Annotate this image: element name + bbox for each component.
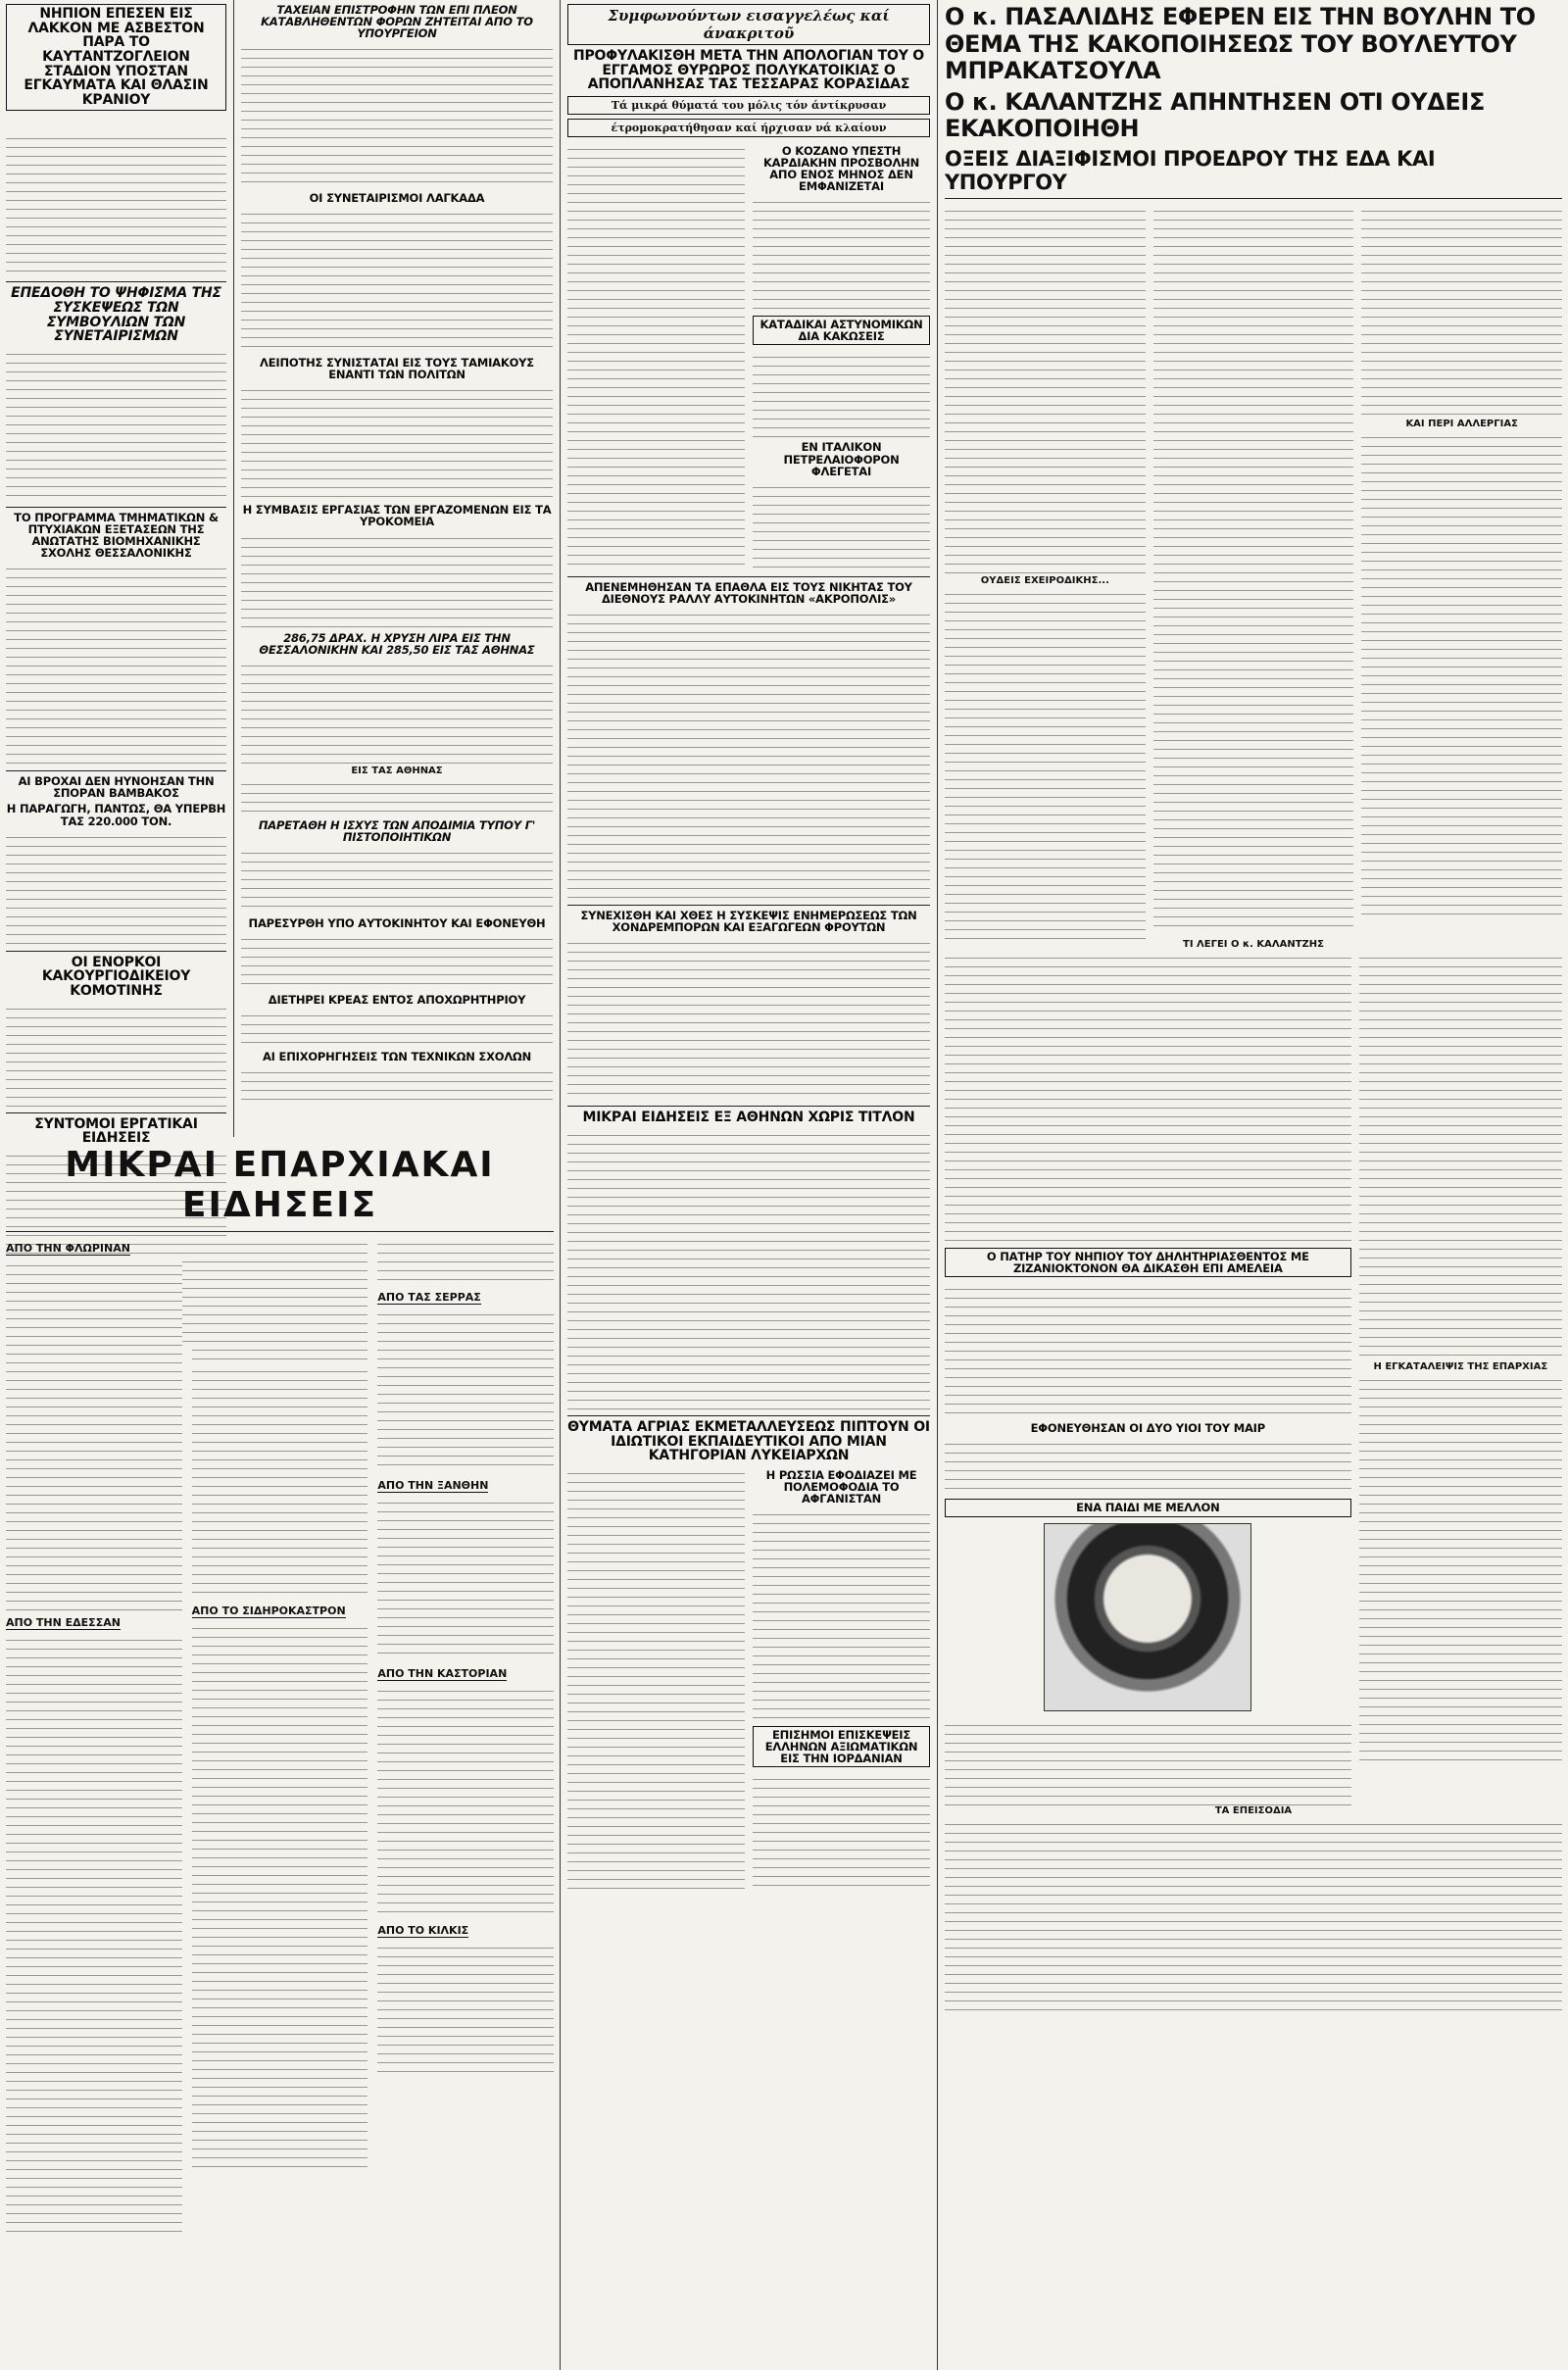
headline-kozano-heart: Ο ΚΟΖΑΝΟ ΥΠΕΣΤΗ ΚΑΡΔΙΑΚΗΝ ΠΡΟΣΒΟΛΗΝ ΑΠΟ ΕΝΟΣ ΜΗΝΟΣ ΔΕΝ ΕΜΦΑΝΙΖΕΤΑΙ xyxy=(762,144,920,194)
headline-cooperatives-resolution: ΕΠΕΔΟΘΗ ΤΟ ΨΗΦΙΣΜΑ ΤΗΣ ΣΥΣΚΕΨΕΩΣ ΤΩΝ ΣΥΜΒΟΥΛΙΩΝ ΤΩΝ ΣΥΝΕΤΑΙΡΙΣΜΩΝ xyxy=(11,285,221,345)
subhead-terrified: έτρομοκρατήθησαν καί ήρχισαν νά κλαίουν xyxy=(567,119,930,137)
article-text-block xyxy=(241,931,553,990)
article-text-block xyxy=(567,1127,930,1411)
article-text-block xyxy=(567,935,930,1102)
article-text-block xyxy=(377,1683,554,1918)
section-edessa: ΑΠΟ ΤΗΝ ΕΔΕΣΣΑΝ xyxy=(6,1616,121,1629)
headline-jurors-komotini: ΟΙ ΕΝΟΡΚΟΙ ΚΑΚΟΥΡΓΙΟΔΙΚΕΙΟΥ ΚΟΜΟΤΙΝΗΣ xyxy=(41,954,191,999)
article-text-block xyxy=(241,845,553,913)
article-text-block xyxy=(192,1236,368,1363)
article-text-block xyxy=(377,1236,554,1285)
article-text-block xyxy=(241,41,553,188)
column-1 xyxy=(0,0,232,1147)
subhead-nobody-beat: ΟΥΔΕΙΣ ΕΧΕΙΡΟΔΙΚΗΣ... xyxy=(980,575,1109,587)
article-text-block xyxy=(6,130,226,277)
article-text-block xyxy=(241,530,553,628)
section-sidirokastro: ΑΠΟ ΤΟ ΣΙΔΗΡΟΚΑΣΤΡΟΝ xyxy=(191,1605,346,1617)
section-kilkis: ΑΠΟ ΤΟ ΚΙΛΚΙΣ xyxy=(377,1924,469,1937)
article-text-block xyxy=(1359,1372,1562,1764)
provincial-news-section xyxy=(0,1137,560,2370)
section-xanthi: ΑΠΟ ΤΗΝ ΞΑΝΘΗΝ xyxy=(377,1479,489,1492)
headline-athens-small-news: ΜΙΚΡΑΙ ΕΙΔΗΣΕΙΣ ΕΞ ΑΘΗΝΩΝ ΧΩΡΙΣ ΤΙΤΛΟΝ xyxy=(582,1110,915,1126)
headline-gold-sovereign: 286,75 ΔΡΑΧ. Η ΧΡΥΣΗ ΛΙΡΑ ΕΙΣ ΤΗΝ ΘΕΣΣΑΛΟΝΙΚΗΝ ΚΑΙ 285,50 ΕΙΣ ΤΑΣ ΑΘΗΝΑΣ xyxy=(259,630,535,657)
headline-certificates-extended: ΠΑΡΕΤΑΘΗ Η ΙΣΧΥΣ ΤΩΝ ΑΠΟΔΙΜΙΑ ΤΥΠΟΥ Γ' ΠΙΣΤΟΠΟΙΗΤΙΚΩΝ xyxy=(258,817,536,844)
article-text-block xyxy=(6,829,226,947)
article-text-block xyxy=(1361,203,1562,419)
column-2 xyxy=(235,0,559,1137)
article-text-block xyxy=(945,1281,1351,1418)
headline-child-in-lime-pit: ΝΗΠΙΟΝ ΕΠΕΣΕΝ ΕΙΣ ΛΑΚΚΟΝ ΜΕ ΑΣΒΕΣΤΟΝ ΠΑΡΑ ΤΟ ΚΑΥΤΑΝΤΖΟΓΛΕΙΟΝ ΣΤΑΔΙΟΝ ΥΠΟΣΤΑΝ ΕΓΚΑΥΜΑΤΑ ΚΑΙ ΘΛΑΣΙΝ ΚΡΑΝΙΟΥ xyxy=(6,4,226,111)
article-text-block xyxy=(241,1064,553,1104)
article-text-block xyxy=(377,1495,554,1661)
headline-tanker-fire: ΕΝ ΙΤΑΛΙΚΟΝ ΠΕΤΡΕΛΑΙΟΦΟΡΟΝ ΦΛΕΓΕΤΑΙ xyxy=(783,440,900,478)
subhead-athens: ΕΙΣ ΤΑΣ ΑΘΗΝΑΣ xyxy=(351,765,443,776)
article-text-block xyxy=(945,203,1146,575)
article-text-block xyxy=(945,1816,1562,2012)
child-portrait-photo xyxy=(1044,1523,1251,1711)
article-text-block xyxy=(753,1771,930,1889)
article-text-block xyxy=(567,607,930,901)
article-text-block xyxy=(945,950,1351,1244)
article-text-block xyxy=(567,141,745,572)
article-text-block xyxy=(945,1436,1351,1495)
subhead-kalantzis-says: ΤΙ ΛΕΓΕΙ Ο κ. ΚΑΛΑΝΤΖΗΣ xyxy=(1183,939,1324,951)
headline-short-labour-news: ΣΥΝΤΟΜΟΙ ΕΡΓΑΤΙΚΑΙ ΕΙΔΗΣΕΙΣ xyxy=(34,1115,198,1147)
headline-meat-in-toilet: ΔΙΕΤΗΡΕΙ ΚΡΕΑΣ ΕΝΤΟΣ ΑΠΟΧΩΡΗΤΗΡΙΟΥ xyxy=(268,992,526,1007)
article-body-placeholder xyxy=(6,115,226,125)
headline-child-with-future: ΕΝΑ ΠΑΙΔΙ ΜΕ ΜΕΛΛΟΝ xyxy=(945,1499,1351,1516)
kicker-prosecutor: Συμφωνούντων εισαγγελέως καί άνακριτοῦ xyxy=(567,4,930,45)
column-3 xyxy=(562,0,936,2370)
article-text-block xyxy=(1361,429,1562,919)
article-text-block xyxy=(377,1307,554,1473)
article-text-block xyxy=(753,349,930,437)
headline-exam-programme: ΤΟ ΠΡΟΓΡΑΜΜΑ ΤΜΗΜΑΤΙΚΩΝ & ΠΤΥΧΙΑΚΩΝ ΕΞΕΤΑΣΕΩΝ ΤΗΣ ΑΝΩΤΑΤΗΣ ΒΙΟΜΗΧΑΝΙΚΗΣ ΣΧΟΛΗΣ ΘΕΣΣΑΛΟΝΙΚΗΣ xyxy=(14,511,219,561)
article-text-block xyxy=(241,382,553,500)
headline-courtesy-treasury: ΛΕΙΠΟΤΗΣ ΣΥΝΙΣΤΑΤΑΙ ΕΙΣ ΤΟΥΣ ΤΑΜΙΑΚΟΥΣ ΕΝΑΝΤΙ ΤΩΝ ΠΟΛΙΤΩΝ xyxy=(260,356,534,382)
banner-provincial-news: ΜΙΚΡΑΙ ΕΠΑΡΧΙΑΚΑΙ ΕΙΔΗΣΕΙΣ xyxy=(65,1145,495,1225)
article-text-block xyxy=(6,1258,182,1610)
subhead-province-abandonment: Η ΕΓΚΑΤΑΛΕΙΨΙΣ ΤΗΣ ΕΠΑΡΧΙΑΣ xyxy=(1373,1361,1548,1373)
headline-kalantzis-reply: Ο κ. ΚΑΛΑΝΤΖΗΣ ΑΠΗΝΤΗΣΕΝ ΟΤΙ ΟΥΔΕΙΣ ΕΚΑΚΟΠΟΙΗΘΗ xyxy=(945,87,1485,143)
article-text-block xyxy=(945,586,1146,939)
headline-private-teachers: ΘΥΜΑΤΑ ΑΓΡΙΑΣ ΕΚΜΕΤΑΛΛΕΥΣΕΩΣ ΠΙΠΤΟΥΝ ΟΙ ΙΔΙΩΤΙΚΟΙ ΕΚΠΑΙΔΕΥΤΙΚΟΙ ΑΠΟ ΜΙΑΝ ΚΑΤΗΓΟΡΙΑΝ ΛΥΚΕΙΑΡΧΩΝ xyxy=(567,1419,930,1464)
article-text-block xyxy=(6,1001,226,1109)
subhead-incidents: ΤΑ ΕΠΕΙΣΟΔΙΑ xyxy=(1214,1804,1293,1816)
article-text-block xyxy=(1359,950,1562,1361)
article-text-block xyxy=(192,1620,368,2169)
headline-officers-jordan: ΕΠΙΣΗΜΟΙ ΕΠΙΣΚΕΨΕΙΣ ΕΛΛΗΝΩΝ ΑΞΙΩΜΑΤΙΚΩΝ ΕΙΣ ΤΗΝ ΙΟΡΔΑΝΙΑΝ xyxy=(753,1726,930,1767)
headline-lagkada-cooperatives: ΟΙ ΣΥΝΕΤΑΙΡΙΣΜΟΙ ΛΑΓΚΑΔΑ xyxy=(309,191,485,206)
subhead-victims: Τά μικρά θύματά του μόλις τόν άντίκρυσαν xyxy=(567,96,930,115)
article-text-block xyxy=(753,1506,930,1722)
article-text-block xyxy=(6,346,226,503)
article-text-block xyxy=(945,1717,1351,1805)
article-text-block xyxy=(1153,203,1354,928)
headline-pasalidis: Ο κ. ΠΑΣΑΛΙΔΗΣ ΕΦΕΡΕΝ ΕΙΣ ΤΗΝ ΒΟΥΛΗΝ ΤΟ ΘΕΜΑ ΤΗΣ ΚΑΚΟΠΟΙΗΣΕΩΣ ΤΟΥ ΒΟΥΛΕΥΤΟΥ ΜΠΡΑΚΑΤΣΟΥΛΑ xyxy=(945,3,1536,85)
article-text-block xyxy=(241,206,553,353)
headline-two-sons-killed: ΕΦΟΝΕΥΘΗΣΑΝ ΟΙ ΔΥΟ ΥΙΟΙ ΤΟΥ ΜΑΙΡ xyxy=(1030,1421,1265,1436)
article-text-block xyxy=(6,1632,182,2240)
article-text-block xyxy=(241,776,553,815)
headline-rally-acropolis: ΑΠΕΝΕΜΗΘΗΣΑΝ ΤΑ ΕΠΑΘΛΑ ΕΙΣ ΤΟΥΣ ΝΙΚΗΤΑΣ ΤΟΥ ΔΙΕΘΝΟΥΣ ΡΑΛΛΥ ΑΥΤΟΚΙΝΗΤΩΝ «ΑΚΡΟΠΟΛΙΣ» xyxy=(585,580,912,607)
section-florina: ΑΠΟ ΤΗΝ ΦΛΩΡΙΝΑΝ xyxy=(6,1242,130,1255)
article-text-block xyxy=(6,561,226,766)
headline-russia-afghanistan: Η ΡΩΣΣΙΑ ΕΦΟΔΙΑΖΕΙ ΜΕ ΠΟΛΕΜΟΦΟΔΙΑ ΤΟ ΑΦΓΑΝΙΣΤΑΝ xyxy=(765,1468,917,1506)
headline-fruit-exporters: ΣΥΝΕΧΙΣΘΗ ΚΑΙ ΧΘΕΣ Η ΣΥΣΚΕΨΙΣ ΕΝΗΜΕΡΩΣΕΩΣ ΤΩΝ ΧΟΝΔΡΕΜΠΟΡΩΝ ΚΑΙ ΕΞΑΓΩΓΕΩΝ ΦΡΟΥΤΩΝ xyxy=(580,909,917,935)
headline-police-convictions: ΚΑΤΑΔΙΚΑΙ ΑΣΤΥΝΟΜΙΚΩΝ ΔΙΑ ΚΑΚΩΣΕΙΣ xyxy=(753,316,930,345)
article-text-block xyxy=(241,1008,553,1047)
headline-hit-by-car: ΠΑΡΕΣΥΡΘΗ ΥΠΟ ΑΥΤΟΚΙΝΗΤΟΥ ΚΑΙ ΕΦΟΝΕΥΘΗ xyxy=(248,915,546,930)
subhead-allergy: ΚΑΙ ΠΕΡΙ ΑΛΛΕΡΓΙΑΣ xyxy=(1405,419,1518,430)
headline-tax-refund: ΤΑΧΕΙΑΝ ΕΠΙΣΤΡΟΦΗΝ ΤΩΝ ΕΠΙ ΠΛΕΟΝ ΚΑΤΑΒΛΗΘΕΝΤΩΝ ΦΟΡΩΝ ΖΗΤΕΙΤΑΙ ΑΠΟ ΤΟ ΥΠΟΥΡΓΕΙΟΝ xyxy=(261,3,533,41)
article-text-block xyxy=(753,479,930,568)
article-text-block xyxy=(753,194,930,312)
article-text-block xyxy=(192,1363,368,1599)
right-section xyxy=(939,0,1568,2370)
article-text-block xyxy=(241,658,553,765)
headline-sharp-exchanges: ΟΞΕΙΣ ΔΙΑΞΙΦΙΣΜΟΙ ΠΡΟΕΔΡΟΥ ΤΗΣ ΕΔΑ ΚΑΙ ΥΠΟΥΡΓΟΥ xyxy=(945,146,1436,195)
article-text-block xyxy=(377,1940,554,2077)
headline-production-220000: Η ΠΑΡΑΓΩΓΗ, ΠΑΝΤΩΣ, ΘΑ ΥΠΕΡΒΗ ΤΑΣ 220.000 ΤΟΝ. xyxy=(6,802,226,828)
headline-doorman-arrested: ΠΡΟΦΥΛΑΚΙΣΘΗ ΜΕΤΑ ΤΗΝ ΑΠΟΛΟΓΙΑΝ ΤΟΥ Ο ΕΓΓΑΜΟΣ ΘΥΡΩΡΟΣ ΠΟΛΥΚΑΤΟΙΚΙΑΣ Ο ΑΠΟΠΛΑΝΗΣΑΣ ΤΑΣ ΤΕΣΣΑΡΑΣ ΚΟΡΑΣΙΔΑΣ xyxy=(572,48,925,93)
headline-rains-cotton: ΑΙ ΒΡΟΧΑΙ ΔΕΝ ΗΥΝΟΗΣΑΝ ΤΗΝ ΣΠΟΡΑΝ ΒΑΜΒΑΚΟΣ xyxy=(18,774,215,801)
headline-child-poisoned-father: Ο ΠΑΤΗΡ ΤΟΥ ΝΗΠΙΟΥ ΤΟΥ ΔΗΛΗΤΗΡΙΑΣΘΕΝΤΟΣ ΜΕ ΖΙΖΑΝΙΟΚΤΟΝΟΝ ΘΑ ΔΙΚΑΣΘΗ ΕΠΙ ΑΜΕΛΕΙΑ xyxy=(945,1248,1351,1277)
headline-technical-schools-grants: ΑΙ ΕΠΙΧΟΡΗΓΗΣΕΙΣ ΤΩΝ ΤΕΧΝΙΚΩΝ ΣΧΟΛΩΝ xyxy=(262,1049,532,1063)
headline-cheese-workers-contract: Η ΣΥΜΒΑΣΙΣ ΕΡΓΑΣΙΑΣ ΤΩΝ ΕΡΓΑΖΟΜΕΝΩΝ ΕΙΣ ΤΑ ΥΡΟΚΟΜΕΙΑ xyxy=(242,503,552,529)
section-kastoria: ΑΠΟ ΤΗΝ ΚΑΣΤΟΡΙΑΝ xyxy=(377,1667,508,1680)
section-serres: ΑΠΟ ΤΑΣ ΣΕΡΡΑΣ xyxy=(377,1291,481,1304)
article-text-block xyxy=(567,1465,745,1897)
